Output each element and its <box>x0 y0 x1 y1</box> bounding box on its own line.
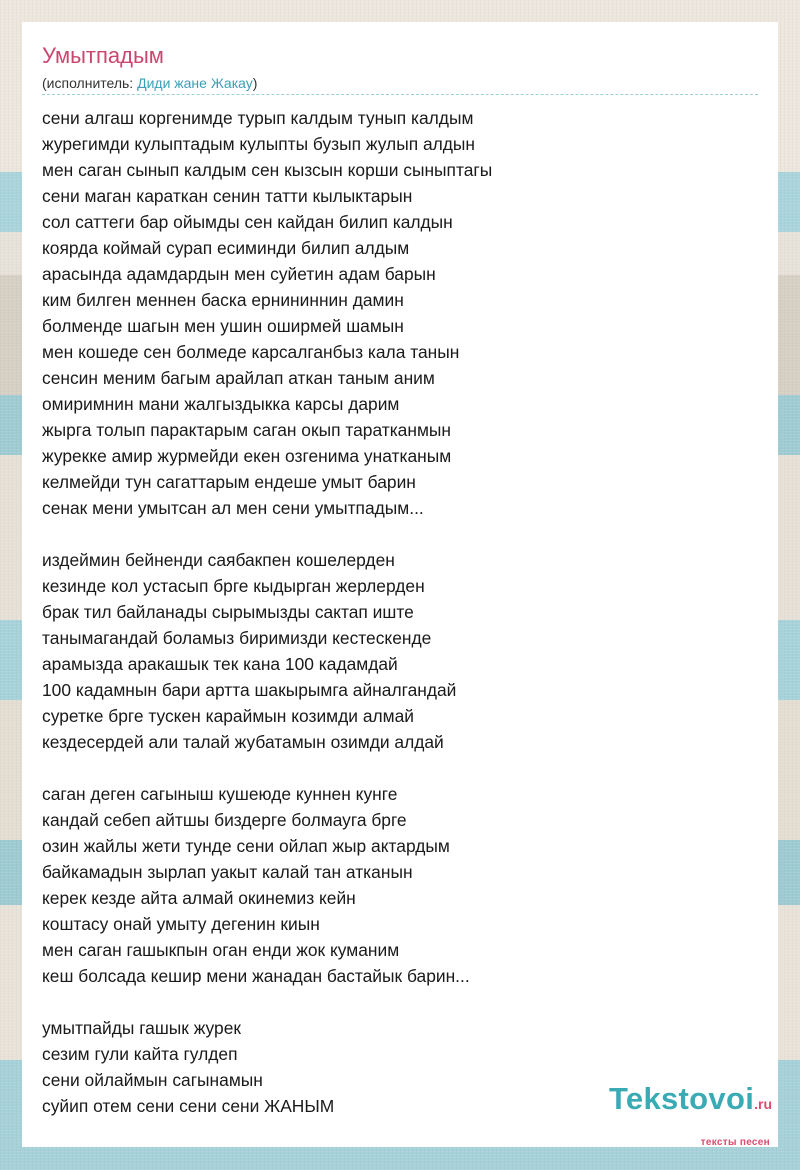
lyric-line: сенак мени умытсан ал мен сени умытпадым... <box>42 498 424 518</box>
lyric-line: сени маган караткан сенин татти кылыктарын <box>42 186 413 206</box>
lyric-line: керек кезде айта алмай окинемиз кейн <box>42 888 356 908</box>
lyric-line: жырга толып парактарым саган окып таратканмын <box>42 420 452 440</box>
lyric-line: коярда коймай сурап есиминди билип алдым <box>42 238 410 258</box>
logo-name: Tekstovoi <box>609 1081 755 1116</box>
artist-byline <box>42 74 257 92</box>
artist-link[interactable]: Диди жане Жакау <box>137 75 253 91</box>
lyric-line: коштасу онай умыту дегенин киын <box>42 914 320 934</box>
lyrics-stanza <box>42 547 762 755</box>
lyric-line: байкамадын зырлап уакыт калай тан атканын <box>42 862 413 882</box>
lyric-line: келмейди тун сагаттарым ендеше умыт барин <box>42 472 416 492</box>
lyric-line: суретке брге тускен караймын козимди алмай <box>42 706 414 726</box>
lyric-line: журегимди кулыптадым кулыпты бузып жулып алдын <box>42 134 476 154</box>
lyric-line: кезинде кол устасып брге кыдырган жерлерден <box>42 576 425 596</box>
lyric-line: 100 кадамнын бари артта шакырымга айналгандай <box>42 680 457 700</box>
lyric-line: сени ойлаймын сагынамын <box>42 1070 263 1090</box>
lyric-line: журекке амир журмейди екен озгенима унатканым <box>42 446 452 466</box>
lyric-line: сени алгаш коргенимде турып калдым тунып калдым <box>42 108 474 128</box>
lyric-line: арамызда аракашык тек кана 100 кадамдай <box>42 654 398 674</box>
lyric-line: мен саган гашыкпын оган енди жок куманим <box>42 940 400 960</box>
lyric-line: ким билген меннен баска ернининнин дамин <box>42 290 404 310</box>
site-logo <box>609 1082 772 1116</box>
lyric-line: сезим гули кайта гулдеп <box>42 1044 238 1064</box>
lyric-line: болменде шагын мен ушин оширмей шамын <box>42 316 404 336</box>
song-title: Умытпадым <box>42 43 164 68</box>
lyric-line: кандай себеп айтшы биздерге болмауга брге <box>42 810 407 830</box>
lyric-line: мен кошеде сен болмеде карсалганбыз кала танын <box>42 342 460 362</box>
lyrics-stanza <box>42 781 762 989</box>
logo-tagline: тексты песен <box>700 1137 770 1148</box>
lyrics-body <box>42 105 762 1119</box>
lyric-line: кеш болсада кешир мени жанадан бастайык барин... <box>42 966 470 986</box>
lyric-line: умытпайды гашык журек <box>42 1018 242 1038</box>
lyric-line: танымагандай боламыз биримизди кестескенде <box>42 628 432 648</box>
byline-prefix: (исполнитель: <box>42 75 138 91</box>
lyric-line: озин жайлы жети тунде сени ойлап жыр актардым <box>42 836 450 856</box>
lyric-line: сол саттеги бар ойымды сен кайдан билип калдын <box>42 212 453 232</box>
lyric-line: брак тил байланады сырымызды сактап иште <box>42 602 414 622</box>
lyric-line: кездесердей али талай жубатамын озимди алдай <box>42 732 444 752</box>
lyric-line: сенсин меним багым арайлап аткан таным аним <box>42 368 435 388</box>
lyric-line: мен саган сынып калдым сен кызсын корши сыныптагы <box>42 160 493 180</box>
lyric-line: саган деген сагыныш кушеюде куннен кунге <box>42 784 398 804</box>
lyric-line: омиримнин мани жалгыздыкка карсы дарим <box>42 394 400 414</box>
lyrics-stanza <box>42 105 762 521</box>
byline-suffix: ) <box>252 75 258 91</box>
lyric-line: суйип отем сени сени сени ЖАНЫМ <box>42 1096 335 1116</box>
lyric-line: издеймин бейненди саябакпен кошелерден <box>42 550 395 570</box>
logo-tld: .ru <box>754 1096 772 1112</box>
title-divider <box>42 94 758 95</box>
lyrics-card <box>22 22 778 1147</box>
lyric-line: арасында адамдардын мен суйетин адам барын <box>42 264 436 284</box>
